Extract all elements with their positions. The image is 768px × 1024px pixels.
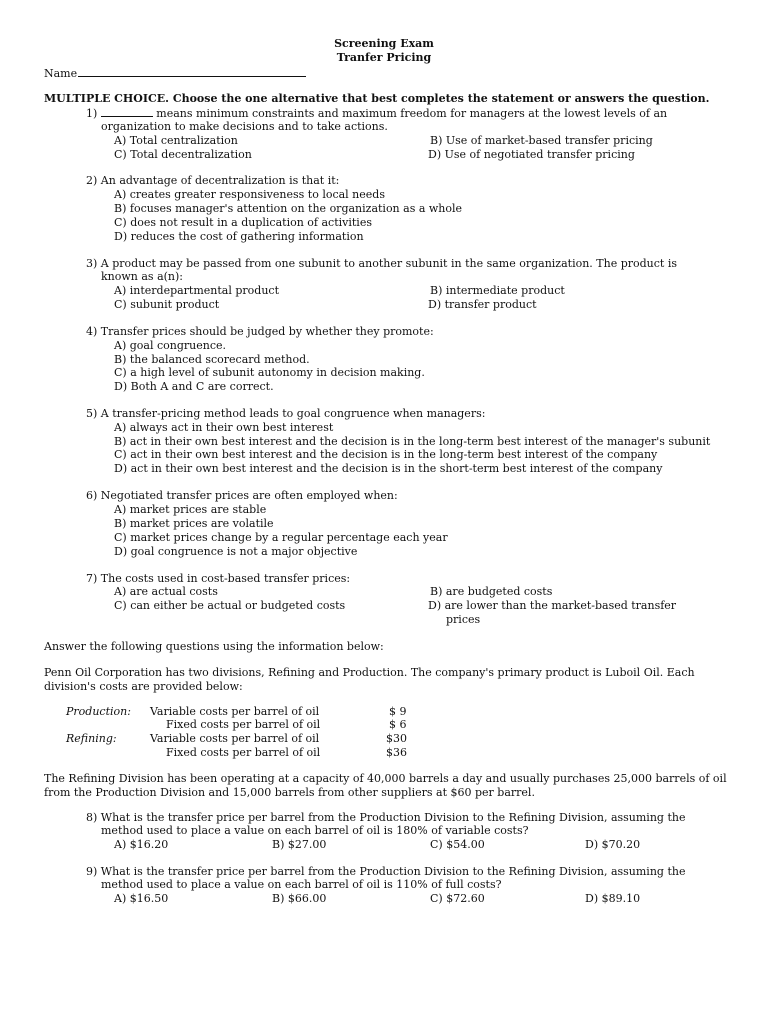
cost-row-3-item: Variable costs per barrel of oil <box>150 732 320 745</box>
q9-option-a[interactable]: A) $16.50 <box>114 892 169 905</box>
q7-option-c[interactable]: C) can either be actual or budgeted costs <box>114 599 346 612</box>
q5-option-d[interactable]: D) act in their own best interest and the decision is in the short-term best interest of the company <box>114 462 663 475</box>
q6-stem <box>86 489 398 503</box>
exam-title: Screening Exam <box>334 37 434 50</box>
q3-stem-text: A product may be passed from one subunit to another subunit in the same organization. The product is <box>100 257 678 270</box>
q1-option-d[interactable]: D) Use of negotiated transfer pricing <box>428 148 635 161</box>
q5-number: 5) <box>86 407 98 420</box>
q7-option-d[interactable]: D) are lower than the market-based transfer <box>428 599 677 612</box>
refining-paragraph-line1: The Refining Division has been operating at a capacity of 40,000 barrels a day and usually purchases 25,000 barrels of oil <box>44 772 727 785</box>
cost-row-2-value: $ 6 <box>389 718 407 731</box>
q6-stem-text: Negotiated transfer prices are often employed when: <box>100 489 398 502</box>
cost-row-2-item: Fixed costs per barrel of oil <box>166 718 321 731</box>
q4-option-a[interactable]: A) goal congruence. <box>114 339 226 352</box>
q6-option-b[interactable]: B) market prices are volatile <box>114 517 274 530</box>
q1-blank <box>101 106 153 117</box>
cost-row-3-division: Refining: <box>66 732 117 745</box>
q8-stem-text: What is the transfer price per barrel from the Production Division to the Refining Division, assuming the <box>100 811 686 824</box>
q1-number: 1) <box>86 107 98 120</box>
q8-stem <box>86 811 685 825</box>
q5-stem <box>86 407 485 421</box>
q8-option-a[interactable]: A) $16.20 <box>114 838 169 851</box>
answer-intro: Answer the following questions using the information below: <box>44 640 384 653</box>
cost-row-3-value: $30 <box>386 732 407 745</box>
q2-option-a[interactable]: A) creates greater responsiveness to local needs <box>114 188 385 201</box>
q5-option-b[interactable]: B) act in their own best interest and the decision is in the long-term best interest of the manager's subunit <box>114 435 711 448</box>
q6-option-a[interactable]: A) market prices are stable <box>114 503 267 516</box>
q8-stem-cont: method used to place a value on each barrel of oil is 180% of variable costs? <box>101 824 529 837</box>
q1-option-c[interactable]: C) Total decentralization <box>114 148 252 161</box>
q3-option-b[interactable]: B) intermediate product <box>430 284 565 297</box>
q5-option-a[interactable]: A) always act in their own best interest <box>114 421 334 434</box>
q2-option-b[interactable]: B) focuses manager's attention on the organization as a whole <box>114 202 463 215</box>
q9-option-b[interactable]: B) $66.00 <box>272 892 327 905</box>
q7-number: 7) <box>86 572 98 585</box>
q4-stem <box>86 325 434 339</box>
q4-number: 4) <box>86 325 98 338</box>
q5-stem-text: A transfer-pricing method leads to goal congruence when managers: <box>100 407 486 420</box>
q7-option-d-cont: prices <box>446 613 481 626</box>
q6-number: 6) <box>86 489 98 502</box>
q9-number: 9) <box>86 865 98 878</box>
case-paragraph-line1: Penn Oil Corporation has two divisions, Refining and Production. The company's primary product is Luboil Oil. Each <box>44 666 695 679</box>
cost-row-4-value: $36 <box>386 746 407 759</box>
q8-option-c[interactable]: C) $54.00 <box>430 838 485 851</box>
q2-stem <box>86 174 339 188</box>
cost-row-1-item: Variable costs per barrel of oil <box>150 705 320 718</box>
q8-option-b[interactable]: B) $27.00 <box>272 838 327 851</box>
q9-stem <box>86 865 685 879</box>
q2-option-d[interactable]: D) reduces the cost of gathering information <box>114 230 364 243</box>
q6-option-c[interactable]: C) market prices change by a regular percentage each year <box>114 531 448 544</box>
cost-row-4-item: Fixed costs per barrel of oil <box>166 746 321 759</box>
name-label: Name <box>44 67 78 80</box>
q3-option-c[interactable]: C) subunit product <box>114 298 220 311</box>
q4-option-b[interactable]: B) the balanced scorecard method. <box>114 353 310 366</box>
q2-stem-text: An advantage of decentralization is that it: <box>100 174 340 187</box>
q3-option-d[interactable]: D) transfer product <box>428 298 537 311</box>
q1-option-b[interactable]: B) Use of market-based transfer pricing <box>430 134 653 147</box>
q7-option-a[interactable]: A) are actual costs <box>114 585 218 598</box>
q2-number: 2) <box>86 174 98 187</box>
instructions: MULTIPLE CHOICE. Choose the one alternative that best completes the statement or answers the question. <box>44 92 710 105</box>
refining-paragraph-line2: from the Production Division and 15,000 barrels from other suppliers at $60 per barrel. <box>44 786 535 799</box>
q3-stem <box>86 257 677 271</box>
cost-row-1-division: Production: <box>66 705 131 718</box>
cost-row-1-value: $ 9 <box>389 705 407 718</box>
q9-stem-cont: method used to place a value on each barrel of oil is 110% of full costs? <box>101 878 502 891</box>
exam-subtitle: Tranfer Pricing <box>336 51 432 64</box>
q2-option-c[interactable]: C) does not result in a duplication of activities <box>114 216 372 229</box>
name-field[interactable] <box>44 65 306 81</box>
q3-number: 3) <box>86 257 98 270</box>
case-paragraph-line2: division's costs are provided below: <box>44 680 243 693</box>
q3-stem-cont: known as a(n): <box>101 270 184 283</box>
q1-stem-text: means minimum constraints and maximum freedom for managers at the lowest levels of an <box>156 107 668 120</box>
q7-stem <box>86 572 350 586</box>
q1-stem-cont: organization to make decisions and to take actions. <box>101 120 388 133</box>
q8-option-d[interactable]: D) $70.20 <box>585 838 641 851</box>
q5-option-c[interactable]: C) act in their own best interest and the decision is in the long-term best interest of the company <box>114 448 658 461</box>
q4-stem-text: Transfer prices should be judged by whether they promote: <box>100 325 434 338</box>
name-blank-line[interactable] <box>78 65 306 77</box>
q9-option-d[interactable]: D) $89.10 <box>585 892 641 905</box>
q9-stem-text: What is the transfer price per barrel from the Production Division to the Refining Division, assuming the <box>100 865 686 878</box>
q8-number: 8) <box>86 811 98 824</box>
q9-option-c[interactable]: C) $72.60 <box>430 892 485 905</box>
q7-stem-text: The costs used in cost-based transfer prices: <box>100 572 351 585</box>
q3-option-a[interactable]: A) interdepartmental product <box>114 284 279 297</box>
q7-option-b[interactable]: B) are budgeted costs <box>430 585 553 598</box>
q4-option-c[interactable]: C) a high level of subunit autonomy in decision making. <box>114 366 425 379</box>
q4-option-d[interactable]: D) Both A and C are correct. <box>114 380 274 393</box>
q1-stem <box>86 106 667 121</box>
q1-option-a[interactable]: A) Total centralization <box>114 134 238 147</box>
q6-option-d[interactable]: D) goal congruence is not a major objective <box>114 545 358 558</box>
